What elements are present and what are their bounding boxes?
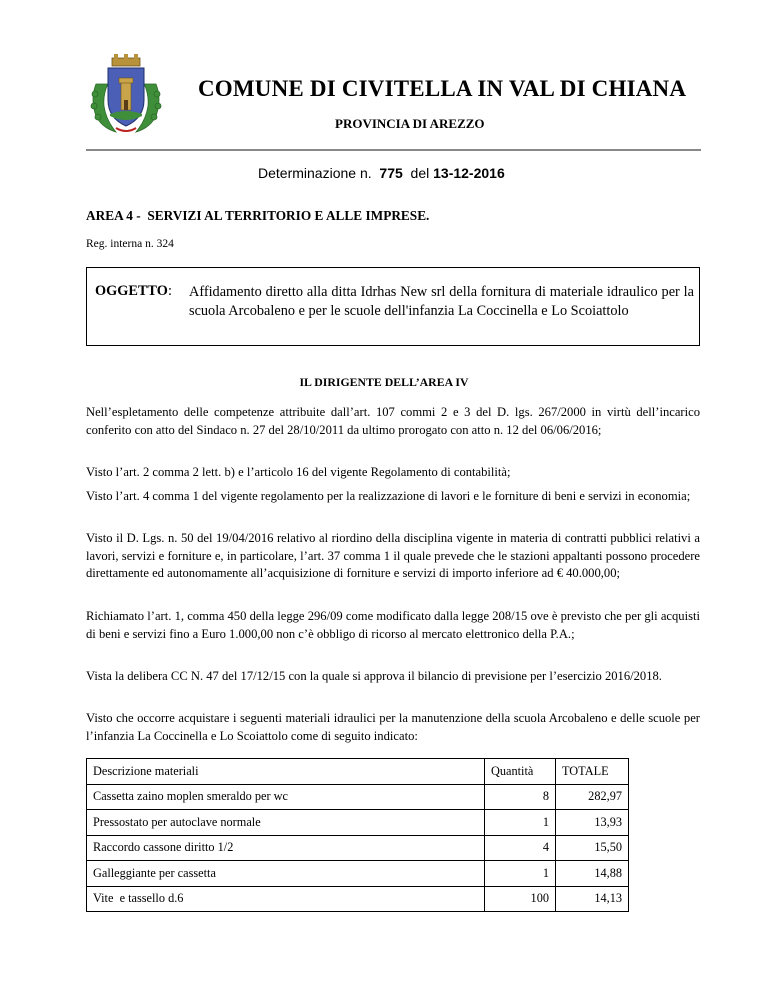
row-quantity: 8	[485, 784, 556, 810]
row-description: Cassetta zaino moplen smeraldo per wc	[87, 784, 485, 810]
paragraph-6: Vista la delibera CC N. 47 del 17/12/15 con la quale si approva il bilancio di previsione per l’esercizio 2016/2018.	[86, 669, 662, 683]
determination-del: del	[410, 165, 430, 181]
reg-interna: Reg. interna n. 324	[86, 238, 174, 250]
row-total: 13,93	[556, 810, 629, 836]
determination-date: 13-12-2016	[433, 165, 505, 181]
table-row	[87, 886, 629, 912]
page-title: COMUNE DI CIVITELLA IN VAL DI CHIANA	[198, 76, 687, 101]
province-subtitle: PROVINCIA DI AREZZO	[335, 116, 485, 131]
oggetto-text: Affidamento diretto alla ditta Idrhas New srl della fornitura di materiale idraulico per la scuola Arcobaleno e per le scuole dell'infanzia La Coccinella e Lo Scoiattolo	[189, 284, 694, 319]
row-total: 14,13	[556, 886, 629, 912]
header-total: TOTALE	[556, 759, 629, 785]
row-total: 14,88	[556, 861, 629, 887]
paragraph-5: Richiamato l’art. 1, comma 450 della legge 296/09 come modificato dalla legge 208/15 ove è previsto che per gli acquisti di beni e servizi fino a Euro 1.000,00 non c’è obbligo di ricorso al mercato elettronico della P.A.;	[86, 609, 700, 641]
table-row	[87, 861, 629, 887]
row-description: Galleggiante per cassetta	[87, 861, 485, 887]
determination-number: 775	[379, 165, 403, 181]
row-description: Pressostato per autoclave normale	[87, 810, 485, 836]
table-row	[87, 835, 629, 861]
row-description: Raccordo cassone diritto 1/2	[87, 835, 485, 861]
materials-table	[86, 758, 629, 912]
oggetto-colon: :	[168, 283, 172, 299]
paragraph-4: Visto il D. Lgs. n. 50 del 19/04/2016 relativo al riordino della disciplina vigente in materia di contratti pubblici relativi a lavori, servizi e forniture e, in particolare, l’art. 37 comma 1 il quale prevede che le stazioni appaltanti possono procedere direttamente ed autonomamente all’acquisizione di forniture e servizi di importo inferiore ad € 40.000,00;	[86, 531, 700, 581]
row-quantity: 1	[485, 861, 556, 887]
row-quantity: 4	[485, 835, 556, 861]
municipal-crest-icon	[86, 54, 166, 136]
row-description: Vite e tassello d.6	[87, 886, 485, 912]
header-quantity: Quantità	[485, 759, 556, 785]
table-header-row	[87, 759, 629, 785]
header-description: Descrizione materiali	[87, 759, 485, 785]
paragraph-1: Nell’espletamento delle competenze attribuite dall’art. 107 commi 2 e 3 del D. lgs. 267/2000 in virtù dell’incarico conferito con atto del Sindaco n. 27 del 28/10/2011 da ultimo prorogato con atto n. 12 del 06/06/2016;	[86, 405, 700, 437]
determination-line	[258, 165, 505, 181]
table-row	[87, 784, 629, 810]
oggetto-box	[86, 267, 700, 346]
row-quantity: 100	[485, 886, 556, 912]
row-quantity: 1	[485, 810, 556, 836]
table-row	[87, 810, 629, 836]
paragraph-7: Visto che occorre acquistare i seguenti materiali idraulici per la manutenzione della scuola Arcobaleno e delle scuole per l’infanzia La Coccinella e Lo Scoiattolo come di seguito indicato:	[86, 711, 700, 743]
paragraph-2: Visto l’art. 2 comma 2 lett. b) e l’articolo 16 del vigente Regolamento di contabilità;	[86, 465, 511, 479]
determination-prefix: Determinazione n.	[258, 165, 372, 181]
header-divider	[86, 149, 701, 151]
row-total: 282,97	[556, 784, 629, 810]
row-total: 15,50	[556, 835, 629, 861]
section-heading: IL DIRIGENTE DELL’AREA IV	[299, 375, 469, 389]
paragraph-3: Visto l’art. 4 comma 1 del vigente regolamento per la realizzazione di lavori e le forniture di beni e servizi in economia;	[86, 489, 691, 503]
area-heading: AREA 4 - SERVIZI AL TERRITORIO E ALLE IMPRESE.	[86, 208, 430, 223]
oggetto-label: OGGETTO	[95, 283, 168, 299]
